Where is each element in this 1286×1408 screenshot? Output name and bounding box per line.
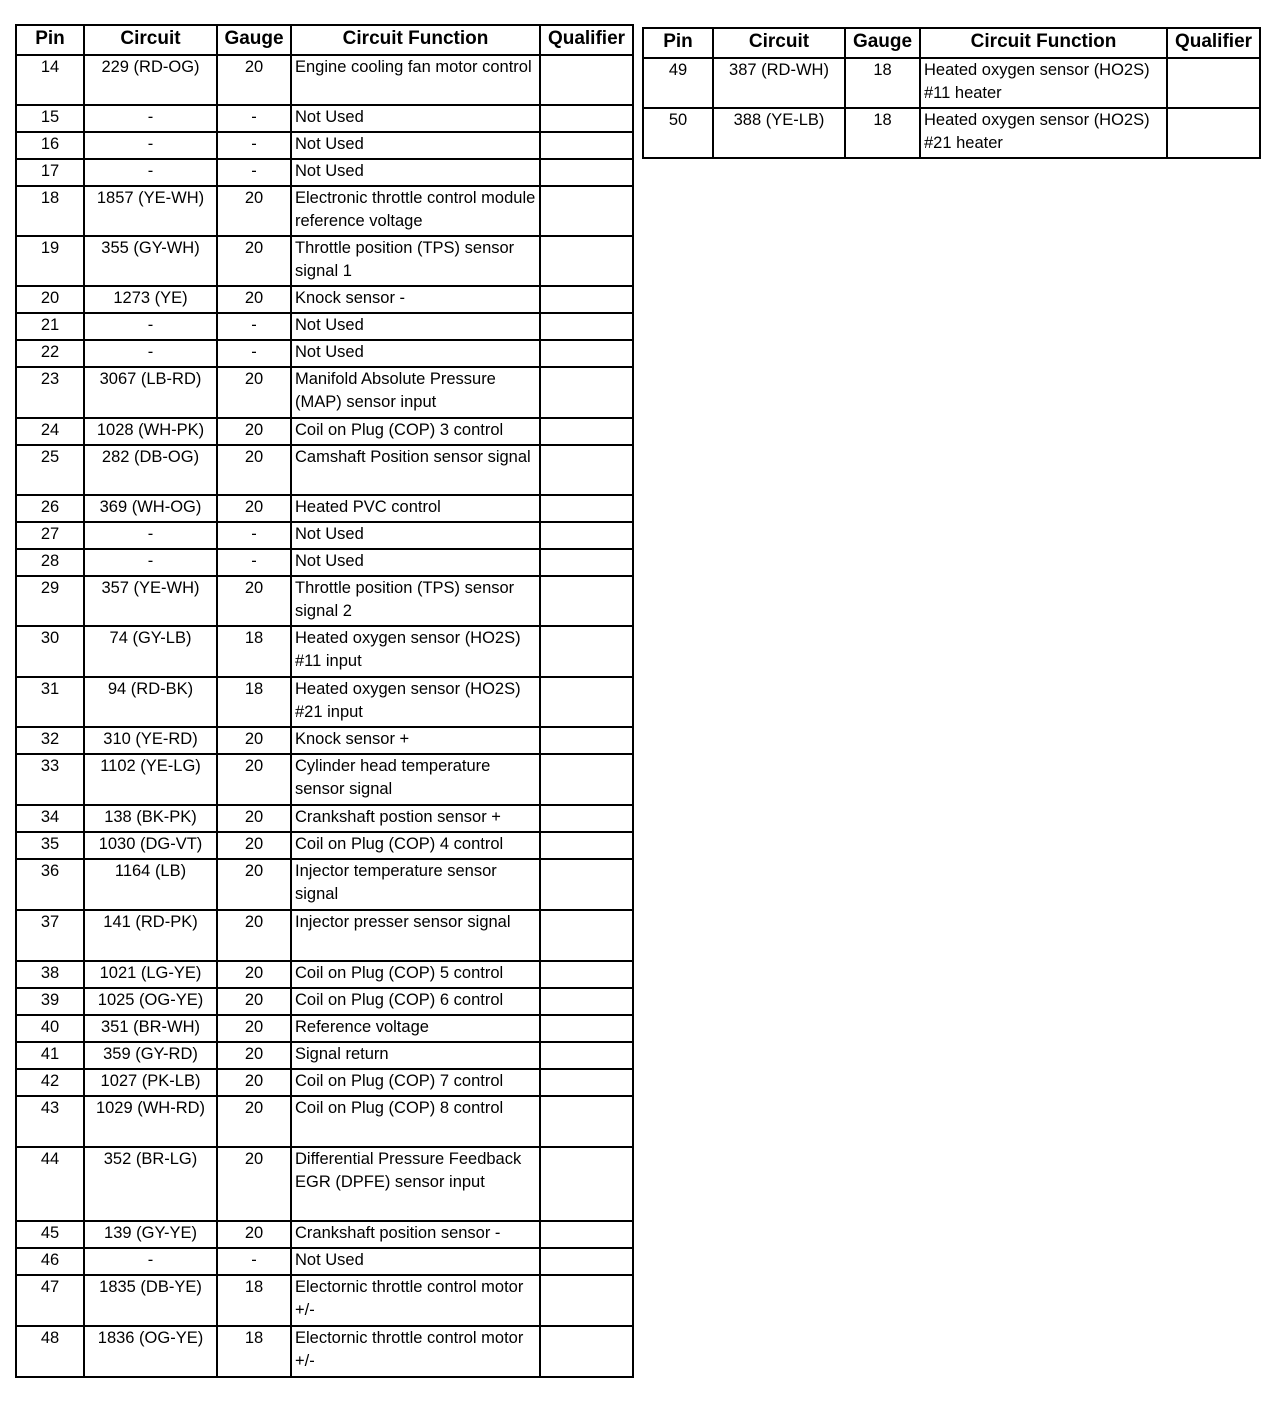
pin-table-left [15,24,634,1378]
qualifier-cell [540,236,633,286]
gauge-cell: 20 [217,418,291,445]
function-cell: Electronic throttle control module reference voltage [291,186,540,236]
header-qualifier: Qualifier [1167,28,1260,58]
circuit-cell: 282 (DB-OG) [84,445,217,495]
function-cell: Not Used [291,522,540,549]
table-row [643,108,1260,158]
function-cell: Heated oxygen sensor (HO2S) #11 heater [920,58,1167,108]
function-cell: Heated PVC control [291,495,540,522]
function-cell: Manifold Absolute Pressure (MAP) sensor input [291,367,540,418]
table-row [16,961,633,988]
gauge-cell: 20 [217,1042,291,1069]
gauge-cell: - [217,340,291,367]
qualifier-cell [540,1221,633,1248]
gauge-cell: 20 [217,1096,291,1147]
qualifier-cell [540,286,633,313]
circuit-cell: 388 (YE-LB) [713,108,845,158]
header-function: Circuit Function [920,28,1167,58]
gauge-cell: 18 [217,1275,291,1326]
circuit-cell: 1273 (YE) [84,286,217,313]
function-cell: Coil on Plug (COP) 5 control [291,961,540,988]
pin-cell: 24 [16,418,84,445]
header-pin: Pin [16,25,84,55]
function-cell: Not Used [291,105,540,132]
qualifier-cell [540,55,633,105]
function-cell: Cylinder head temperature sensor signal [291,754,540,805]
pin-cell: 47 [16,1275,84,1326]
function-cell: Coil on Plug (COP) 4 control [291,832,540,859]
gauge-cell: 20 [217,961,291,988]
pin-cell: 44 [16,1147,84,1221]
table-row [16,626,633,677]
table-row [16,132,633,159]
pin-cell: 50 [643,108,713,158]
function-cell: Throttle position (TPS) sensor signal 2 [291,576,540,626]
qualifier-cell [540,859,633,910]
header-pin: Pin [643,28,713,58]
circuit-cell: 1030 (DG-VT) [84,832,217,859]
qualifier-cell [540,549,633,576]
qualifier-cell [540,186,633,236]
qualifier-cell [540,727,633,754]
table-row [16,1275,633,1326]
circuit-cell: 1102 (YE-LG) [84,754,217,805]
pin-cell: 21 [16,313,84,340]
table-row [16,1015,633,1042]
pin-cell: 20 [16,286,84,313]
function-cell: Not Used [291,132,540,159]
gauge-cell: 18 [845,108,920,158]
pin-cell: 29 [16,576,84,626]
function-cell: Injector presser sensor signal [291,910,540,961]
gauge-cell: - [217,105,291,132]
pin-cell: 36 [16,859,84,910]
circuit-cell: 74 (GY-LB) [84,626,217,677]
circuit-cell: 1835 (DB-YE) [84,1275,217,1326]
qualifier-cell [540,961,633,988]
function-cell: Heated oxygen sensor (HO2S) #11 input [291,626,540,677]
gauge-cell: 20 [217,805,291,832]
gauge-cell: 20 [217,236,291,286]
header-gauge: Gauge [217,25,291,55]
circuit-cell: 352 (BR-LG) [84,1147,217,1221]
function-cell: Differential Pressure Feedback EGR (DPFE) sensor input [291,1147,540,1221]
gauge-cell: - [217,313,291,340]
header-qualifier: Qualifier [540,25,633,55]
pin-cell: 34 [16,805,84,832]
pin-cell: 17 [16,159,84,186]
table-row [16,549,633,576]
qualifier-cell [1167,58,1260,108]
circuit-cell: 1029 (WH-RD) [84,1096,217,1147]
circuit-cell: 310 (YE-RD) [84,727,217,754]
table-row [16,286,633,313]
qualifier-cell [1167,108,1260,158]
table-row [16,677,633,727]
qualifier-cell [540,1015,633,1042]
function-cell: Electornic throttle control motor +/- [291,1326,540,1377]
function-cell: Knock sensor - [291,286,540,313]
pin-cell: 35 [16,832,84,859]
circuit-cell: 3067 (LB-RD) [84,367,217,418]
pin-cell: 33 [16,754,84,805]
table-row [16,805,633,832]
pin-cell: 26 [16,495,84,522]
pin-cell: 18 [16,186,84,236]
gauge-cell: 20 [217,1069,291,1096]
table-row [16,1326,633,1377]
table-row [16,754,633,805]
circuit-cell: 141 (RD-PK) [84,910,217,961]
function-cell: Not Used [291,340,540,367]
qualifier-cell [540,1042,633,1069]
function-cell: Injector temperature sensor signal [291,859,540,910]
gauge-cell: 20 [217,1221,291,1248]
function-cell: Coil on Plug (COP) 7 control [291,1069,540,1096]
pin-cell: 27 [16,522,84,549]
qualifier-cell [540,805,633,832]
table-row [16,340,633,367]
pin-cell: 39 [16,988,84,1015]
gauge-cell: - [217,549,291,576]
circuit-cell: 229 (RD-OG) [84,55,217,105]
gauge-cell: - [217,522,291,549]
circuit-cell: 139 (GY-YE) [84,1221,217,1248]
circuit-cell: - [84,340,217,367]
pin-cell: 43 [16,1096,84,1147]
function-cell: Heated oxygen sensor (HO2S) #21 heater [920,108,1167,158]
circuit-cell: - [84,313,217,340]
table-row [16,1221,633,1248]
gauge-cell: - [217,159,291,186]
table-row [16,522,633,549]
gauge-cell: 20 [217,988,291,1015]
qualifier-cell [540,367,633,418]
pin-table-right [642,27,1261,159]
gauge-cell: - [217,1248,291,1275]
function-cell: Not Used [291,313,540,340]
function-cell: Coil on Plug (COP) 8 control [291,1096,540,1147]
table-row [16,1042,633,1069]
qualifier-cell [540,418,633,445]
function-cell: Camshaft Position sensor signal [291,445,540,495]
circuit-cell: 1857 (YE-WH) [84,186,217,236]
header-row [16,25,633,55]
table-row [16,445,633,495]
qualifier-cell [540,1096,633,1147]
pin-cell: 41 [16,1042,84,1069]
function-cell: Not Used [291,1248,540,1275]
pin-cell: 42 [16,1069,84,1096]
qualifier-cell [540,159,633,186]
table-row [16,55,633,105]
qualifier-cell [540,522,633,549]
pin-cell: 22 [16,340,84,367]
table-row [16,1248,633,1275]
gauge-cell: 20 [217,727,291,754]
gauge-cell: 18 [217,1326,291,1377]
table-row [16,859,633,910]
circuit-cell: 1025 (OG-YE) [84,988,217,1015]
qualifier-cell [540,754,633,805]
qualifier-cell [540,626,633,677]
gauge-cell: 20 [217,1147,291,1221]
qualifier-cell [540,1326,633,1377]
qualifier-cell [540,1147,633,1221]
circuit-cell: - [84,1248,217,1275]
circuit-cell: 387 (RD-WH) [713,58,845,108]
pin-cell: 46 [16,1248,84,1275]
gauge-cell: 20 [217,859,291,910]
circuit-cell: - [84,159,217,186]
pin-cell: 14 [16,55,84,105]
pin-cell: 23 [16,367,84,418]
qualifier-cell [540,910,633,961]
pin-cell: 32 [16,727,84,754]
table-row [16,727,633,754]
function-cell: Crankshaft position sensor - [291,1221,540,1248]
table-row [16,418,633,445]
qualifier-cell [540,988,633,1015]
pin-cell: 28 [16,549,84,576]
circuit-cell: 369 (WH-OG) [84,495,217,522]
circuit-cell: 355 (GY-WH) [84,236,217,286]
circuit-cell: 94 (RD-BK) [84,677,217,727]
gauge-cell: 20 [217,1015,291,1042]
table-row [16,186,633,236]
function-cell: Not Used [291,159,540,186]
circuit-cell: 1836 (OG-YE) [84,1326,217,1377]
table-row [16,832,633,859]
pin-cell: 30 [16,626,84,677]
function-cell: Electornic throttle control motor +/- [291,1275,540,1326]
gauge-cell: 18 [217,626,291,677]
pin-cell: 49 [643,58,713,108]
table-row [16,910,633,961]
gauge-cell: 20 [217,55,291,105]
qualifier-cell [540,1069,633,1096]
circuit-cell: 1028 (WH-PK) [84,418,217,445]
gauge-cell: 20 [217,367,291,418]
circuit-cell: 1027 (PK-LB) [84,1069,217,1096]
table-row [16,1069,633,1096]
gauge-cell: 18 [217,677,291,727]
pin-cell: 40 [16,1015,84,1042]
circuit-cell: 138 (BK-PK) [84,805,217,832]
function-cell: Coil on Plug (COP) 3 control [291,418,540,445]
table-row [16,105,633,132]
qualifier-cell [540,832,633,859]
qualifier-cell [540,340,633,367]
qualifier-cell [540,495,633,522]
pin-cell: 19 [16,236,84,286]
pin-cell: 15 [16,105,84,132]
header-function: Circuit Function [291,25,540,55]
pin-cell: 31 [16,677,84,727]
circuit-cell: - [84,522,217,549]
table-row [16,367,633,418]
gauge-cell: 20 [217,910,291,961]
gauge-cell: - [217,132,291,159]
qualifier-cell [540,1275,633,1326]
gauge-cell: 20 [217,754,291,805]
header-circuit: Circuit [713,28,845,58]
table-row [16,1096,633,1147]
gauge-cell: 20 [217,832,291,859]
pin-cell: 16 [16,132,84,159]
table-row [16,495,633,522]
circuit-cell: 351 (BR-WH) [84,1015,217,1042]
circuit-cell: - [84,549,217,576]
function-cell: Signal return [291,1042,540,1069]
function-cell: Coil on Plug (COP) 6 control [291,988,540,1015]
table-row [16,313,633,340]
function-cell: Throttle position (TPS) sensor signal 1 [291,236,540,286]
table-row [643,58,1260,108]
pin-cell: 38 [16,961,84,988]
qualifier-cell [540,677,633,727]
circuit-cell: 357 (YE-WH) [84,576,217,626]
circuit-cell: - [84,105,217,132]
gauge-cell: 20 [217,286,291,313]
table-row [16,236,633,286]
header-circuit: Circuit [84,25,217,55]
pin-cell: 37 [16,910,84,961]
qualifier-cell [540,576,633,626]
circuit-cell: 1164 (LB) [84,859,217,910]
table-row [16,159,633,186]
header-gauge: Gauge [845,28,920,58]
table-row [16,1147,633,1221]
qualifier-cell [540,1248,633,1275]
function-cell: Heated oxygen sensor (HO2S) #21 input [291,677,540,727]
circuit-cell: 359 (GY-RD) [84,1042,217,1069]
gauge-cell: 18 [845,58,920,108]
pin-cell: 45 [16,1221,84,1248]
qualifier-cell [540,132,633,159]
function-cell: Reference voltage [291,1015,540,1042]
function-cell: Not Used [291,549,540,576]
function-cell: Engine cooling fan motor control [291,55,540,105]
pin-cell: 25 [16,445,84,495]
circuit-cell: - [84,132,217,159]
qualifier-cell [540,313,633,340]
table-row [16,988,633,1015]
gauge-cell: 20 [217,445,291,495]
table-row [16,576,633,626]
qualifier-cell [540,105,633,132]
header-row [643,28,1260,58]
function-cell: Crankshaft postion sensor + [291,805,540,832]
gauge-cell: 20 [217,186,291,236]
qualifier-cell [540,445,633,495]
function-cell: Knock sensor + [291,727,540,754]
pin-cell: 48 [16,1326,84,1377]
gauge-cell: 20 [217,576,291,626]
circuit-cell: 1021 (LG-YE) [84,961,217,988]
gauge-cell: 20 [217,495,291,522]
